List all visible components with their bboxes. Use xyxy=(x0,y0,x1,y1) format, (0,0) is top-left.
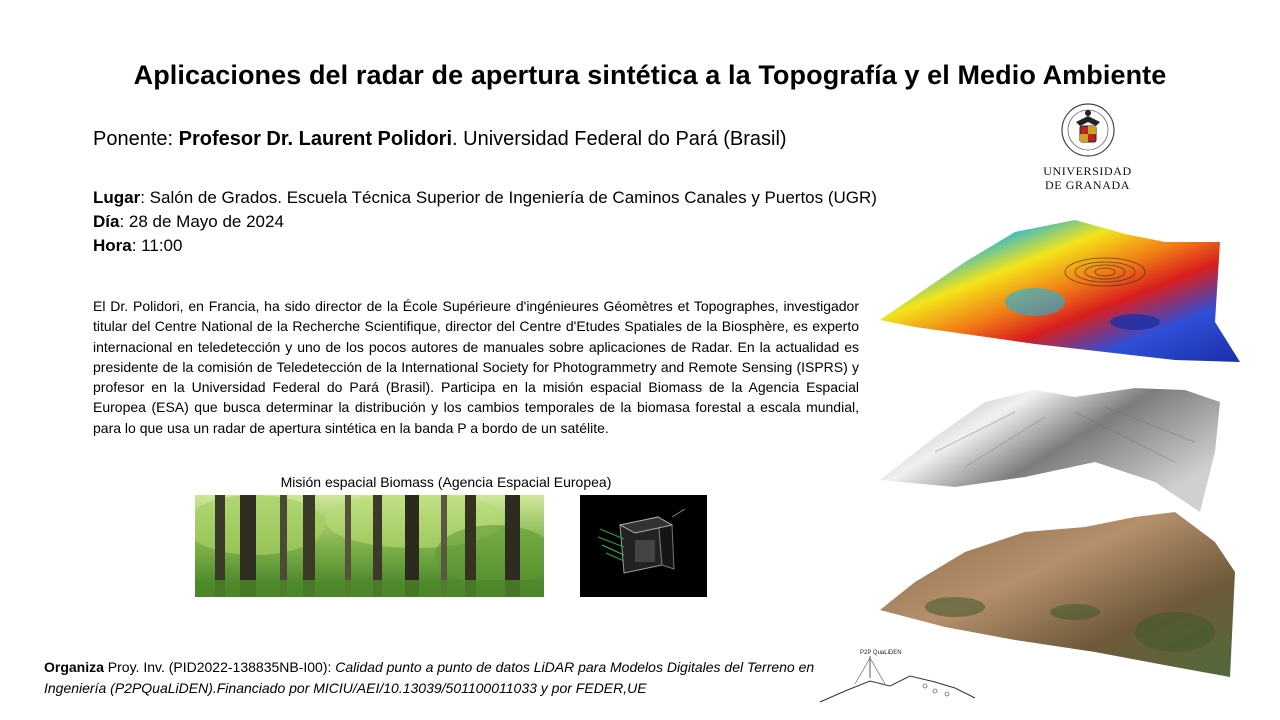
project-logo-text: P2P QuaLiDEN xyxy=(860,650,902,656)
time-label: Hora xyxy=(93,236,132,255)
p2pqualiden-logo xyxy=(815,636,980,708)
speaker-affiliation: . Universidad Federal do Pará (Brasil) xyxy=(452,128,787,150)
speaker-name: Profesor Dr. Laurent Polidori xyxy=(178,128,453,150)
terrain-layers-illustration xyxy=(875,212,1245,682)
place-value: : Salón de Grados. Escuela Técnica Superior de Ingeniería de Caminos Canales y Puertos (UGR) xyxy=(140,188,877,207)
ugr-name-line2: DE GRANADA xyxy=(1045,178,1130,192)
ugr-name-line1: UNIVERSIDAD xyxy=(1043,164,1132,178)
speaker-label: Ponente: xyxy=(93,128,179,150)
forest-photo xyxy=(195,495,544,597)
time-value: : 11:00 xyxy=(131,236,183,255)
place-label: Lugar xyxy=(93,188,141,207)
organiza-label: Organiza xyxy=(44,659,104,675)
day-value: : 28 de Mayo de 2024 xyxy=(119,212,284,231)
insar-layer xyxy=(880,220,1240,362)
speaker-line xyxy=(93,128,787,151)
biomass-satellite-render xyxy=(580,495,707,597)
footer-organizer xyxy=(44,657,824,699)
project-description: Calidad punto a punto de datos LiDAR para Modelos Digitales del Terreno en Ingeniería (P2PQuaLiDEN).Financiado por MICIU/AEI/10.13039/501100011033 y por FEDER,UE xyxy=(44,659,815,696)
place-line xyxy=(93,188,877,208)
project-code: Proy. Inv. (PID2022-138835NB-I00): xyxy=(103,659,336,675)
page-title: Aplicaciones del radar de apertura sintética a la Topografía y el Medio Ambiente xyxy=(133,60,1167,90)
mission-caption: Misión espacial Biomass (Agencia Espacial Europea) xyxy=(280,474,612,490)
time-line xyxy=(93,236,182,256)
day-label: Día xyxy=(93,212,120,231)
speaker-bio: El Dr. Polidori, en Francia, ha sido director de la École Supérieure d'ingénieures Géomètres et Topographes, investigador titular del Centre National de la Recherche Scientifique, director del Centre d'Etudes Spatiales de la Biosphère, es experto internacional en teledetección y uno de los pocos autores de manuales sobre aplicaciones de Radar. En la actualidad es presidente de la comisión de Teledetección de la International Society for Photogrammetry and Remote Sensing (ISPRS) y profesor en la Universidad Federal do Pará (Brasil). Participa en la misión espacial Biomass de la Agencia Espacial Europea (ESA) que busca determinar la distribución y los cambios temporales de la biomasa forestal a escala mundial, para lo que usa un radar de apertura sintética en la banda P a bordo de un satélite. xyxy=(93,298,859,436)
hillshade-layer xyxy=(880,388,1220,512)
day-line xyxy=(93,212,284,232)
ugr-seal-icon xyxy=(1030,100,1150,162)
ugr-name xyxy=(1030,164,1145,192)
